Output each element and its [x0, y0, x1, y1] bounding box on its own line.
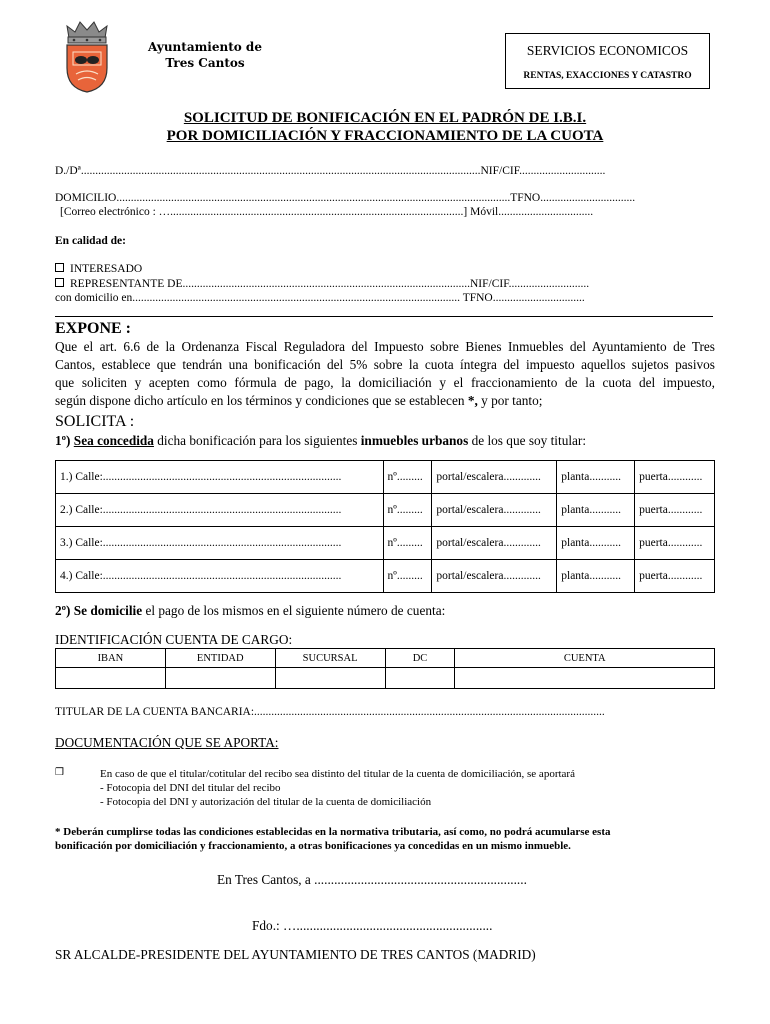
- documentation-item: - Fotocopia del DNI y autorización del titular de la cuenta de domiciliación: [100, 796, 432, 808]
- expone-line: Que el art. 6.6 de la Ordenanza Fiscal Reguladora del Impuesto sobre Bienes Inmuebles del Ayuntamiento de Tres: [55, 339, 715, 354]
- expone-last-line: según dispone dicho artículo en los términos y condiciones que se establecen *, y por tanto;: [55, 393, 543, 408]
- entidad-header: ENTIDAD: [165, 649, 275, 668]
- sucursal-header: SUCURSAL: [275, 649, 385, 668]
- request-point-1: 1º) Sea concedida dicha bonificación para los siguientes inmuebles urbanos de los que soy titular:: [55, 433, 587, 448]
- service-title: SERVICIOS ECONOMICOS: [526, 43, 689, 58]
- form-title-line-1: SOLICITUD DE BONIFICACIÓN EN EL PADRÓN DE I.B.I.: [183, 110, 587, 126]
- expone-line: que soliciten y acepten como fórmula de pago, la domiciliación y el fraccionamiento de la cuota del impuesto,: [55, 375, 715, 390]
- iban-input-cell[interactable]: [56, 668, 166, 689]
- expone-heading: EXPONE :: [55, 320, 131, 337]
- representante-checkbox[interactable]: [55, 278, 64, 287]
- request-point-2: 2º) Se domicilie el pago de los mismos en el siguiente número de cuenta:: [55, 603, 446, 618]
- sucursal-input-cell[interactable]: [275, 668, 385, 689]
- municipal-crest-logo: [62, 18, 112, 94]
- property-planta-field[interactable]: planta...........: [557, 560, 635, 593]
- property-calle-field[interactable]: 4.) Calle:...................................................................................: [56, 560, 384, 593]
- bank-account-table: [55, 648, 715, 689]
- property-num-field[interactable]: nº.........: [383, 494, 432, 527]
- email-field[interactable]: [Correo electrónico : …......................................................................................................] Móvil.................................: [60, 206, 594, 218]
- org-line-2: Tres Cantos: [165, 56, 245, 70]
- solicita-heading: SOLICITA :: [55, 413, 135, 430]
- property-portal-field[interactable]: portal/escalera.............: [432, 494, 557, 527]
- cuenta-header: CUENTA: [455, 649, 715, 668]
- property-num-field[interactable]: nº.........: [383, 527, 432, 560]
- representante-option[interactable]: [55, 278, 715, 290]
- interesado-checkbox[interactable]: [55, 263, 64, 272]
- form-title-line-2: POR DOMICILIACIÓN Y FRACCIONAMIENTO DE LA CUOTA: [166, 128, 604, 144]
- expone-line: Cantos, establece que tendrán una bonificación del 5% sobre la cuota íntegra del impuesto aquellos sujetos pasivos: [55, 357, 715, 372]
- property-planta-field[interactable]: planta...........: [557, 494, 635, 527]
- property-planta-field[interactable]: planta...........: [557, 461, 635, 494]
- applicant-name-field[interactable]: D./Dª...........................................................................................................................................NIF/CIF..............................: [55, 165, 606, 177]
- place-date-field[interactable]: En Tres Cantos, a ................................................................: [217, 872, 527, 887]
- property-puerta-field[interactable]: puerta............: [635, 527, 715, 560]
- dc-input-cell[interactable]: [385, 668, 455, 689]
- property-planta-field[interactable]: planta...........: [557, 527, 635, 560]
- table-row: [56, 527, 715, 560]
- property-calle-field[interactable]: 2.) Calle:...................................................................................: [56, 494, 384, 527]
- organization-name: [140, 39, 270, 71]
- property-num-field[interactable]: nº.........: [383, 461, 432, 494]
- entidad-input-cell[interactable]: [165, 668, 275, 689]
- property-puerta-field[interactable]: puerta............: [635, 494, 715, 527]
- documentation-item: - Fotocopia del DNI del titular del recibo: [100, 782, 281, 794]
- dc-header: DC: [385, 649, 455, 668]
- section-divider: [55, 316, 713, 317]
- property-puerta-field[interactable]: puerta............: [635, 560, 715, 593]
- interesado-option[interactable]: [55, 263, 355, 275]
- document-checkbox-icon[interactable]: ❒: [55, 767, 64, 778]
- property-calle-field[interactable]: 3.) Calle:...................................................................................: [56, 527, 384, 560]
- properties-table: [55, 460, 715, 593]
- documentation-intro: En caso de que el titular/cotitular del recibo sea distinto del titular de la cuenta de domiciliación, se aportará: [100, 768, 575, 780]
- property-portal-field[interactable]: portal/escalera.............: [432, 527, 557, 560]
- property-num-field[interactable]: nº.........: [383, 560, 432, 593]
- signature-field[interactable]: Fdo.: …...........................................................: [252, 918, 493, 933]
- org-line-1: Ayuntamiento de: [148, 40, 262, 54]
- iban-header: IBAN: [56, 649, 166, 668]
- property-puerta-field[interactable]: puerta............: [635, 461, 715, 494]
- representative-domicile-field[interactable]: con domicilio en.................................................................................................................. TFNO................................: [55, 292, 585, 304]
- conditions-note: * Deberán cumplirse todas las condiciones establecidas en la normativa tributaria, así como, no podrá acumularse esta bonificación por domiciliación y fraccionamiento, a otras bonificaciones ya concedidas en un mismo inmueble.: [55, 826, 611, 852]
- table-row: [56, 494, 715, 527]
- service-subtitle: RENTAS, EXACCIONES Y CATASTRO: [523, 71, 692, 81]
- representante-field[interactable]: REPRESENTANTE DE....................................................................................................NIF/CIF............................: [70, 278, 590, 290]
- address-field[interactable]: DOMICILIO.........................................................................................................................................TFNO.................................: [55, 192, 636, 204]
- account-heading: IDENTIFICACIÓN CUENTA DE CARGO:: [55, 632, 293, 647]
- documentation-heading: DOCUMENTACIÓN QUE SE APORTA:: [55, 735, 279, 750]
- property-portal-field[interactable]: portal/escalera.............: [432, 560, 557, 593]
- account-holder-field[interactable]: TITULAR DE LA CUENTA BANCARIA:..........................................................................................................................: [55, 706, 605, 718]
- capacity-label: En calidad de:: [55, 235, 126, 247]
- cuenta-input-cell[interactable]: [455, 668, 715, 689]
- property-portal-field[interactable]: portal/escalera.............: [432, 461, 557, 494]
- property-calle-field[interactable]: 1.) Calle:...................................................................................: [56, 461, 384, 494]
- expone-paragraph: [55, 338, 715, 410]
- interesado-label: INTERESADO: [70, 263, 143, 275]
- table-row: [56, 560, 715, 593]
- department-box: [505, 33, 710, 89]
- addressee: SR ALCALDE-PRESIDENTE DEL AYUNTAMIENTO DE TRES CANTOS (MADRID): [55, 947, 536, 962]
- documentation-text: [100, 767, 715, 809]
- table-row: [56, 461, 715, 494]
